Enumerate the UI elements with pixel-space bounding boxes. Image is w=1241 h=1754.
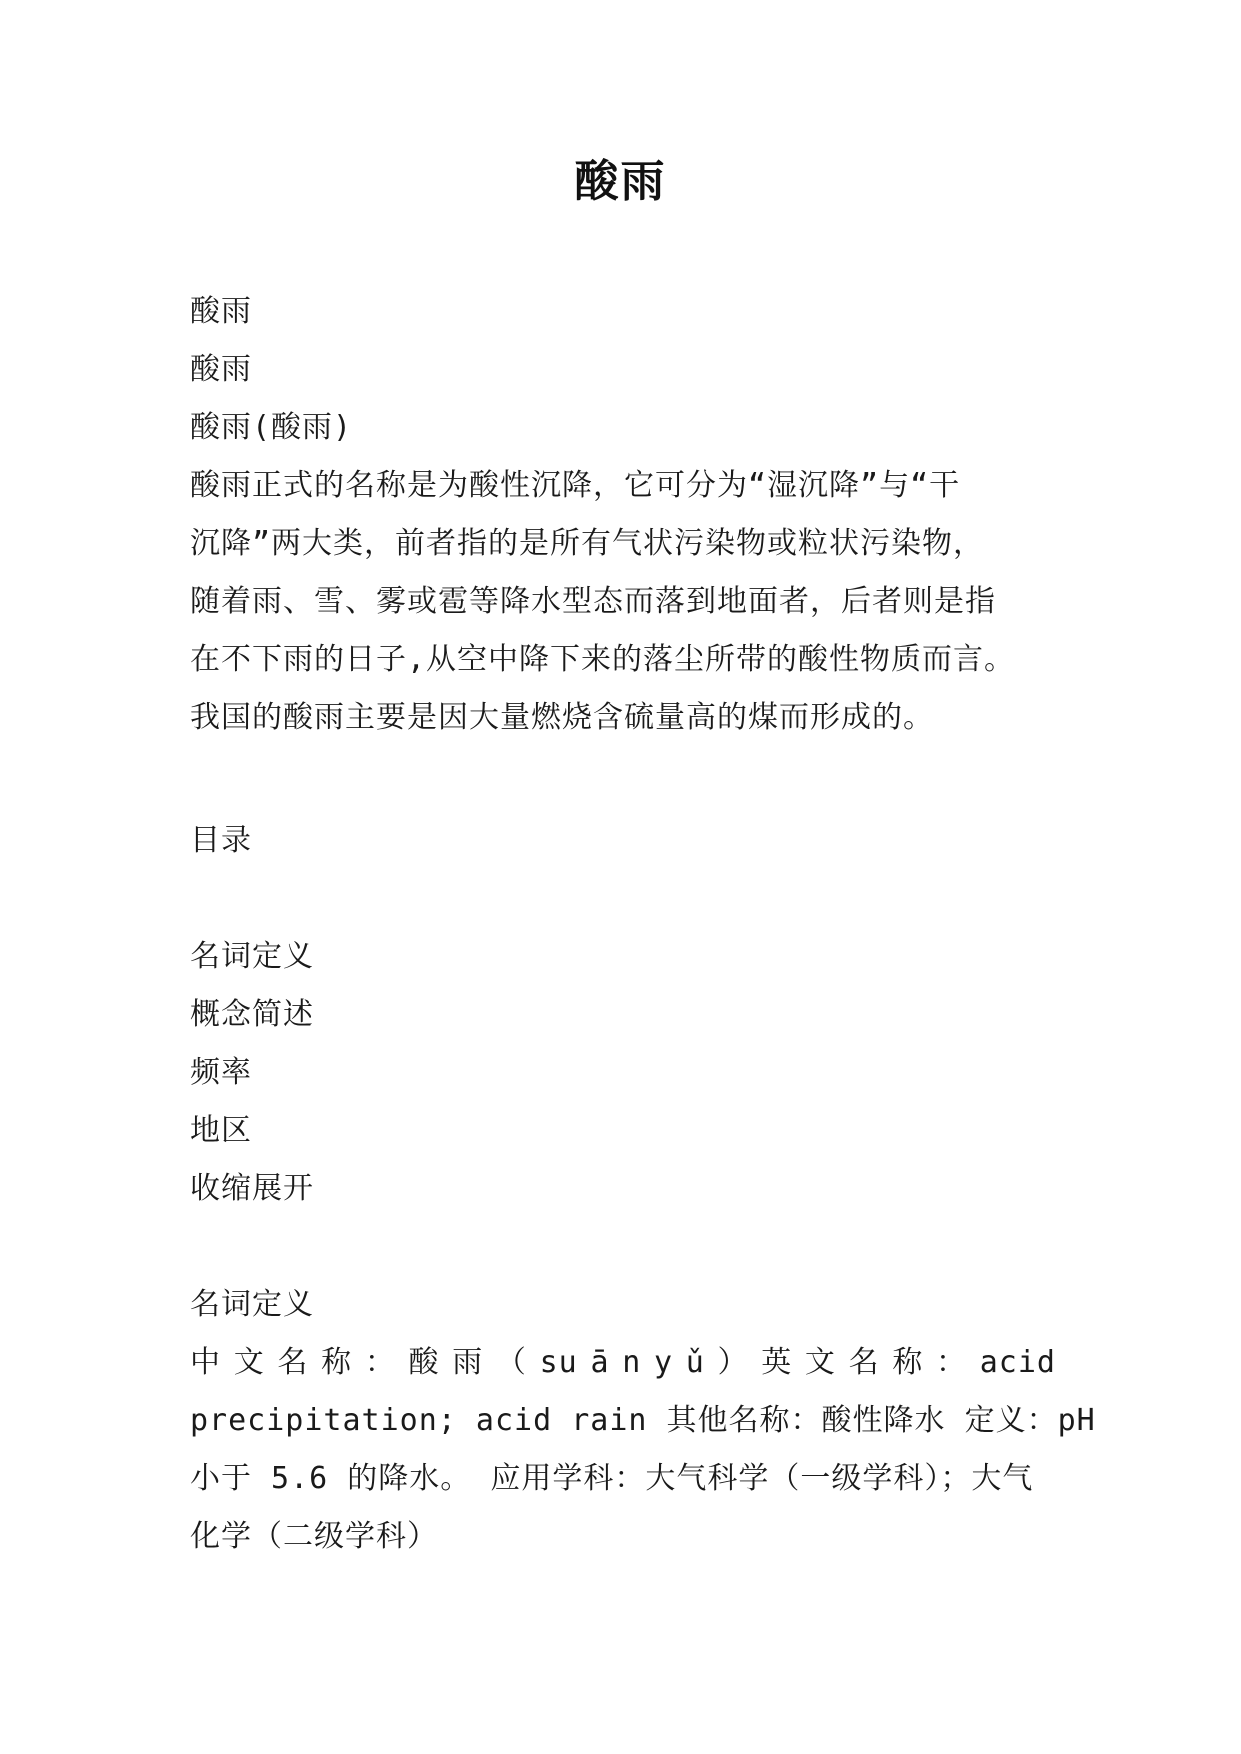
definition-token: ）: [717, 1345, 749, 1380]
definition-token: y: [653, 1345, 674, 1380]
summary-line: 酸雨正式的名称是为酸性沉降，它可分为“湿沉降”与“干: [190, 468, 961, 503]
definition-token: ǔ: [685, 1345, 705, 1380]
definition-token: ā: [590, 1345, 610, 1380]
definition-token: 英: [761, 1345, 793, 1380]
definition-token: su: [539, 1345, 578, 1380]
definition-token: 称: [321, 1345, 353, 1380]
intro-block: [190, 283, 1056, 457]
definition-token: 中: [190, 1345, 221, 1380]
toc-item-region[interactable]: 地区: [190, 1113, 252, 1148]
definition-line: 化学（二级学科）: [190, 1519, 438, 1554]
definition-line: 小于 5.6 的降水。 应用学科：大气科学（一级学科）；大气: [190, 1461, 1034, 1496]
definition-token: （: [495, 1345, 527, 1380]
toc-item-collapse-expand[interactable]: 收缩展开: [190, 1171, 314, 1206]
definition-token: 名: [277, 1345, 309, 1380]
definition-token: 名: [848, 1345, 880, 1380]
definition-token: 酸: [408, 1345, 440, 1380]
definition-section: [190, 1276, 1096, 1566]
table-of-contents: [190, 928, 1056, 1218]
summary-line: 沉降”两大类，前者指的是所有气状污染物或粒状污染物，: [190, 526, 985, 561]
intro-line: 酸雨: [190, 294, 252, 329]
definition-line: precipitation; acid rain 其他名称：酸性降水 定义：pH: [190, 1403, 1096, 1438]
definition-token: ：: [364, 1345, 396, 1380]
definition-token: n: [622, 1345, 642, 1380]
toc-item-frequency[interactable]: 频率: [190, 1055, 252, 1090]
definition-line: [190, 1334, 1056, 1392]
intro-line: 酸雨: [190, 352, 252, 387]
definition-token: acid: [979, 1345, 1056, 1380]
definition-token: 称: [892, 1345, 924, 1380]
definition-token: ：: [936, 1345, 968, 1380]
toc-item-name-definition[interactable]: 名词定义: [190, 939, 314, 974]
section-heading: 名词定义: [190, 1287, 314, 1322]
definition-token: 文: [804, 1345, 836, 1380]
toc-heading: 目录: [190, 823, 252, 858]
definition-token: 文: [233, 1345, 265, 1380]
summary-line: 随着雨、雪、雾或雹等降水型态而落到地面者，后者则是指: [190, 584, 996, 619]
summary-line: 我国的酸雨主要是因大量燃烧含硫量高的煤而形成的。: [190, 700, 934, 735]
definition-token: 雨: [452, 1345, 484, 1380]
intro-line: 酸雨(酸雨): [190, 410, 353, 445]
summary-line: 在不下雨的日子,从空中降下来的落尘所带的酸性物质而言。: [190, 642, 1016, 677]
toc-heading-block: [190, 812, 1056, 870]
summary-paragraph: [190, 457, 1056, 747]
document-title: 酸雨: [574, 156, 667, 207]
toc-item-concept-overview[interactable]: 概念简述: [190, 997, 314, 1032]
